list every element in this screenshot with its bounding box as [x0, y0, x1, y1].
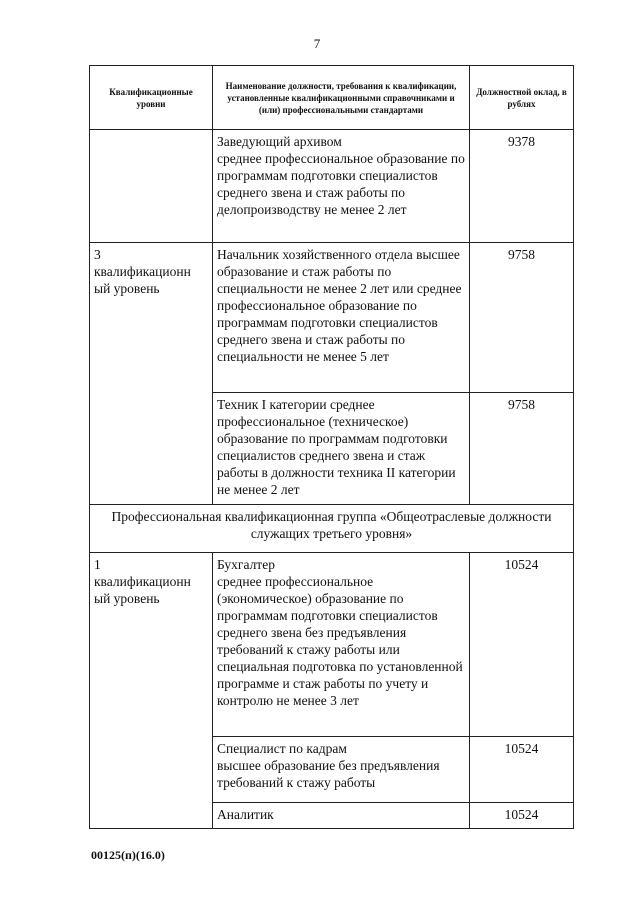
- position-cell: Заведующий архивом среднее профессиональное образование по программам подготовки специалистов среднего звена и стаж работы по делопроизводству не менее 2 лет: [213, 130, 470, 243]
- level-cell: [90, 130, 213, 243]
- level-cell: 1 квалификационн ый уровень: [90, 553, 213, 829]
- table-header-row: [90, 66, 574, 130]
- salary-cell: 9758: [470, 393, 574, 505]
- position-cell: Начальник хозяйственного отдела высшее образование и стаж работы по специальности не менее 2 лет или среднее профессиональное образование по программам подготовки специалистов среднего звена и стаж работы по специальности не менее 5 лет: [213, 243, 470, 393]
- header-salary: Должностной оклад, в рублях: [470, 66, 574, 130]
- position-cell: Аналитик: [213, 803, 470, 829]
- position-cell: Специалист по кадрам высшее образование без предъявления требований к стажу работы: [213, 737, 470, 803]
- header-position-requirements: Наименование должности, требования к квалификации, установленные квалификационными справочниками и (или) профессиональными стандартами: [213, 66, 470, 130]
- group-title-row: [90, 505, 574, 553]
- header-qualification-levels: Квалификационные уровни: [90, 66, 213, 130]
- page-number: 7: [313, 36, 321, 51]
- salary-cell: 9758: [470, 243, 574, 393]
- salary-cell: 10524: [470, 553, 574, 737]
- group-title: Профессиональная квалификационная группа «Общеотраслевые должности служащих третьего уровня»: [90, 505, 574, 553]
- position-cell: Техник I категории среднее профессиональное (техническое) образование по программам подготовки специалистов среднего звена и стаж работы в должности техника II категории не менее 2 лет: [213, 393, 470, 505]
- salary-cell: 10524: [470, 803, 574, 829]
- table-row: [90, 243, 574, 393]
- salary-cell: 10524: [470, 737, 574, 803]
- table-row: [90, 553, 574, 737]
- level-cell: 3 квалификационн ый уровень: [90, 243, 213, 505]
- position-cell: Бухгалтер среднее профессиональное (экономическое) образование по программам подготовки специалистов среднего звена без предъявления требований к стажу работы или специальная подготовка по установленной программе и стаж работы по учету и контролю не менее 3 лет: [213, 553, 470, 737]
- table-row: [90, 130, 574, 243]
- document-code: 00125(п)(16.0): [91, 848, 165, 862]
- qualification-table: [89, 65, 574, 829]
- salary-cell: 9378: [470, 130, 574, 243]
